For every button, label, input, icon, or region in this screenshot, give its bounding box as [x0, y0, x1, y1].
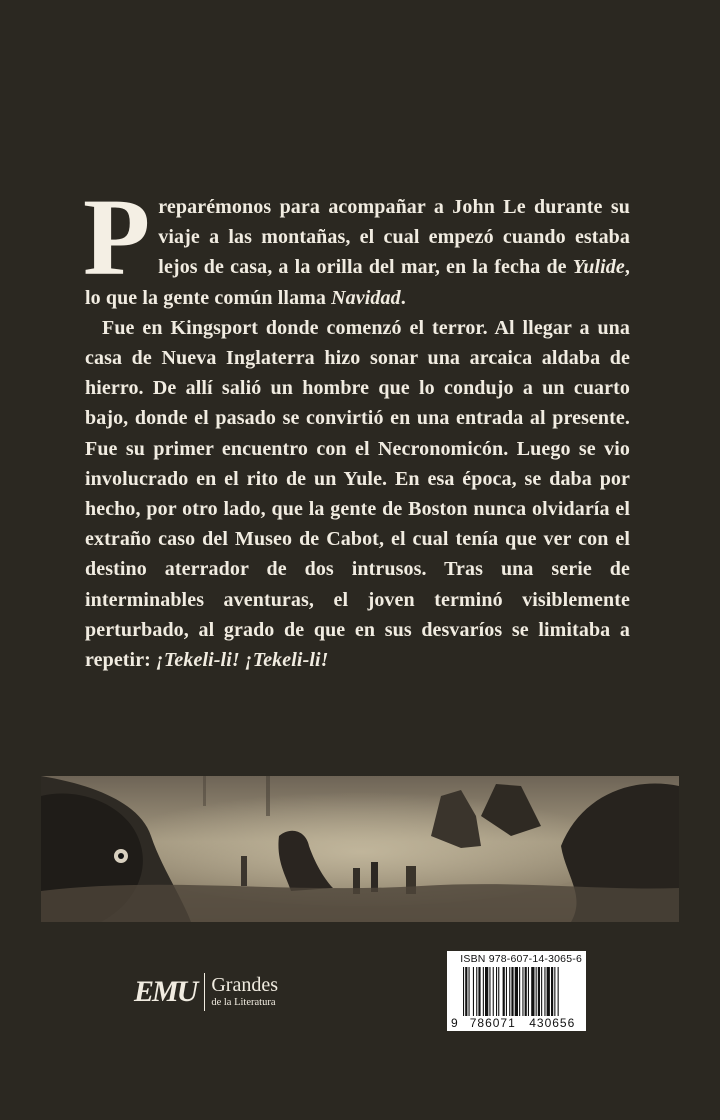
blurb-text: , lo que la gente común llama [85, 256, 630, 309]
blurb-italic-yulide: Yulide [572, 256, 625, 279]
blurb-italic-tekeli: ¡Tekeli-li! ¡Tekeli-li! [156, 649, 329, 672]
drop-cap: P [83, 176, 151, 298]
blurb-paragraph-1 [83, 176, 630, 313]
isbn-barcode [447, 951, 586, 1031]
logo-divider [204, 973, 205, 1011]
publisher-logo [134, 972, 278, 1012]
collection-name [211, 975, 278, 1009]
barcode-bars [451, 967, 582, 1019]
barcode-icon [451, 967, 582, 1019]
isbn-text: ISBN 978-607-14-3065-6 [460, 953, 582, 965]
collection-name-line1: Grandes [211, 974, 278, 997]
barcode-first-digit: 9 [451, 1016, 458, 1030]
blurb-text: reparémonos para acompañar a John Le durante su viaje a las montañas, el cual empezó cuando estaba lejos de casa, a la orilla del mar, en la fecha de [158, 196, 630, 279]
blurb-text: Fue en Kingsport donde comenzó el terror. Al llegar a una casa de Nueva Inglaterra hizo sonar una arcaica aldaba de hierro. De allí salió un hombre que lo condujo a un cuarto bajo, donde el pasado se convirtió en una entrada al presente. Fue su primer encuentro con el Necronomicón. Luego se vio involucrado en el rito de un Yule. En esa época, se daba por hecho, por otro lado, que la gente de Boston nunca olvidaría el extraño caso del Museo de Cabot, el cual tenía que ver con el destino aterrador de dos intrusos. Tras una serie de interminables aventuras, el joven terminó visiblemente perturbado, al grado de que en sus desvaríos se limitaba a repetir: [85, 316, 630, 672]
cover-illustration [41, 776, 679, 922]
barcode-digits [451, 1016, 582, 1030]
misty-landscape-image [41, 776, 679, 922]
barcode-left-group: 786071 [469, 1016, 516, 1030]
collection-name-line2: de la Literatura [211, 997, 276, 1009]
blurb-italic-navidad: Navidad [331, 286, 401, 309]
barcode-right-group: 430656 [529, 1016, 576, 1030]
blurb-paragraph-2 [85, 313, 630, 675]
blurb-text: . [400, 286, 406, 309]
emu-logo-mark: EMU [134, 975, 197, 1008]
back-cover-blurb [83, 176, 630, 675]
